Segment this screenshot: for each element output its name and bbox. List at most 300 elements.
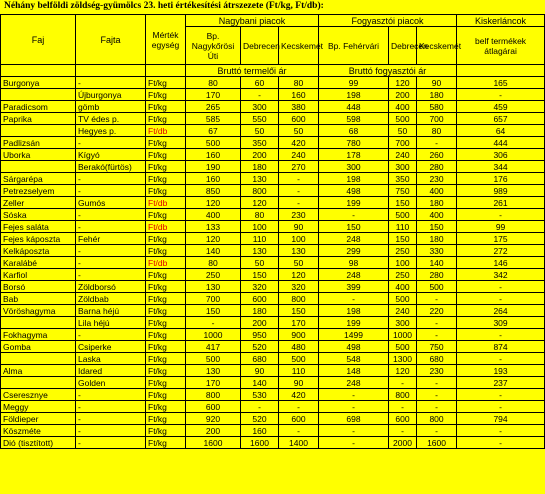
- cell-bp-feh: -: [319, 209, 389, 221]
- cell-kecs1: 1400: [279, 437, 319, 449]
- header-nagybani: Nagybani piacok: [186, 15, 319, 27]
- header-fajta: Fajta: [76, 15, 146, 65]
- cell-kecs2: 500: [417, 281, 457, 293]
- cell-fajta: Gumós: [76, 197, 146, 209]
- cell-bp-nagy: 265: [186, 101, 241, 113]
- cell-debr2: 120: [389, 365, 417, 377]
- cell-debr2: 50: [389, 125, 417, 137]
- cell-bp-nagy: 400: [186, 209, 241, 221]
- header-brutto-fogyasztoi: Bruttó fogyasztói ár: [319, 65, 457, 77]
- table-row: [1, 269, 545, 281]
- cell-debr2: 600: [389, 413, 417, 425]
- cell-faj: Karfiol: [1, 269, 76, 281]
- table-row: [1, 233, 545, 245]
- cell-debr2: 2000: [389, 437, 417, 449]
- cell-kecs2: 700: [417, 113, 457, 125]
- cell-faj: Bab: [1, 293, 76, 305]
- table-row: [1, 401, 545, 413]
- cell-debr2: 300: [389, 161, 417, 173]
- cell-bp-feh: 780: [319, 137, 389, 149]
- cell-bp-nagy: 130: [186, 365, 241, 377]
- table-row: [1, 161, 545, 173]
- cell-kisker: -: [457, 293, 545, 305]
- cell-kisker: -: [457, 329, 545, 341]
- cell-fajta: gömb: [76, 101, 146, 113]
- cell-debr1: 350: [241, 137, 279, 149]
- cell-faj: Meggy: [1, 401, 76, 413]
- cell-kisker: -: [457, 281, 545, 293]
- cell-faj: Alma: [1, 365, 76, 377]
- cell-debr1: 110: [241, 233, 279, 245]
- table-row: [1, 125, 545, 137]
- cell-kecs2: -: [417, 377, 457, 389]
- cell-debr2: 500: [389, 293, 417, 305]
- cell-bp-nagy: 850: [186, 185, 241, 197]
- header-fogyasztoi: Fogyasztói piacok: [319, 15, 457, 27]
- header-mertek: Mérték egység: [146, 15, 186, 65]
- cell-bp-nagy: 140: [186, 245, 241, 257]
- cell-kecs1: 160: [279, 89, 319, 101]
- cell-bp-feh: 199: [319, 317, 389, 329]
- cell-debr1: 200: [241, 149, 279, 161]
- table-row: [1, 293, 545, 305]
- cell-kecs1: 800: [279, 293, 319, 305]
- cell-faj: Petrezselyem: [1, 185, 76, 197]
- cell-fajta: -: [76, 401, 146, 413]
- header-kecskemet-2: Kecskemét: [417, 27, 457, 65]
- cell-kecs2: 230: [417, 365, 457, 377]
- cell-fajta: -: [76, 209, 146, 221]
- cell-bp-feh: 99: [319, 77, 389, 89]
- cell-bp-feh: -: [319, 425, 389, 437]
- cell-bp-feh: 98: [319, 257, 389, 269]
- cell-kisker: 272: [457, 245, 545, 257]
- cell-debr1: 800: [241, 185, 279, 197]
- cell-faj: Köszméte: [1, 425, 76, 437]
- cell-fajta: -: [76, 269, 146, 281]
- cell-fajta: Berakó(fürtös): [76, 161, 146, 173]
- cell-debr2: -: [389, 377, 417, 389]
- cell-unit: Ft/kg: [146, 209, 186, 221]
- table-row: [1, 341, 545, 353]
- cell-unit: Ft/kg: [146, 269, 186, 281]
- cell-faj: Fokhagyma: [1, 329, 76, 341]
- cell-bp-feh: 199: [319, 197, 389, 209]
- cell-kisker: 657: [457, 113, 545, 125]
- cell-debr1: 600: [241, 293, 279, 305]
- cell-kecs1: 90: [279, 377, 319, 389]
- cell-unit: Ft/kg: [146, 401, 186, 413]
- cell-kecs1: 150: [279, 305, 319, 317]
- cell-kisker: 989: [457, 185, 545, 197]
- cell-bp-nagy: 190: [186, 161, 241, 173]
- table-row: [1, 137, 545, 149]
- cell-debr2: 700: [389, 137, 417, 149]
- table-row: [1, 101, 545, 113]
- cell-kecs2: 400: [417, 209, 457, 221]
- cell-unit: Ft/kg: [146, 161, 186, 173]
- cell-kisker: 99: [457, 221, 545, 233]
- header-bp-fehervari: Bp. Fehérvári: [319, 27, 389, 65]
- table-row: [1, 221, 545, 233]
- page-title: Néhány belföldi zöldség-gyümölcs 23. heti értékesítési átrszezete (Ft/kg, Ft/db):: [4, 1, 324, 11]
- cell-kisker: 175: [457, 233, 545, 245]
- cell-bp-feh: 448: [319, 101, 389, 113]
- cell-kisker: -: [457, 353, 545, 365]
- cell-unit: Ft/kg: [146, 245, 186, 257]
- cell-fajta: -: [76, 257, 146, 269]
- table-row: [1, 389, 545, 401]
- cell-kecs2: 180: [417, 233, 457, 245]
- cell-fajta: Újburgonya: [76, 89, 146, 101]
- cell-kecs1: 600: [279, 113, 319, 125]
- cell-kecs2: 180: [417, 197, 457, 209]
- cell-kecs1: -: [279, 197, 319, 209]
- cell-debr2: -: [389, 401, 417, 413]
- cell-debr1: 180: [241, 305, 279, 317]
- table-row: [1, 329, 545, 341]
- cell-debr2: 150: [389, 233, 417, 245]
- cell-bp-nagy: 585: [186, 113, 241, 125]
- cell-bp-nagy: 150: [186, 305, 241, 317]
- header-bp-nagykorosi: Bp. Nagykőrösi Úti: [186, 27, 241, 65]
- cell-debr2: 400: [389, 281, 417, 293]
- cell-faj: Földieper: [1, 413, 76, 425]
- cell-bp-feh: 198: [319, 89, 389, 101]
- cell-bp-feh: 248: [319, 269, 389, 281]
- cell-fajta: Idared: [76, 365, 146, 377]
- cell-bp-nagy: 120: [186, 233, 241, 245]
- table-row: [1, 77, 545, 89]
- cell-bp-nagy: 800: [186, 389, 241, 401]
- cell-bp-feh: 498: [319, 341, 389, 353]
- header-brutto-termeloi: Bruttó termelői ár: [186, 65, 319, 77]
- cell-unit: Ft/kg: [146, 329, 186, 341]
- cell-bp-nagy: 500: [186, 137, 241, 149]
- cell-kisker: 264: [457, 305, 545, 317]
- cell-debr2: 110: [389, 221, 417, 233]
- cell-bp-feh: -: [319, 389, 389, 401]
- table-row: [1, 281, 545, 293]
- cell-debr2: 250: [389, 269, 417, 281]
- table-row: [1, 197, 545, 209]
- cell-kecs2: 750: [417, 341, 457, 353]
- cell-kisker: 874: [457, 341, 545, 353]
- cell-kecs2: -: [417, 329, 457, 341]
- cell-debr1: 120: [241, 197, 279, 209]
- cell-kecs1: -: [279, 401, 319, 413]
- cell-bp-feh: 299: [319, 245, 389, 257]
- cell-unit: Ft/kg: [146, 137, 186, 149]
- cell-fajta: -: [76, 245, 146, 257]
- cell-unit: Ft/kg: [146, 173, 186, 185]
- cell-fajta: -: [76, 329, 146, 341]
- cell-unit: Ft/kg: [146, 437, 186, 449]
- cell-bp-feh: 178: [319, 149, 389, 161]
- cell-kecs1: 270: [279, 161, 319, 173]
- cell-kecs1: 600: [279, 413, 319, 425]
- cell-debr1: 950: [241, 329, 279, 341]
- cell-faj: [1, 377, 76, 389]
- cell-unit: Ft/kg: [146, 101, 186, 113]
- cell-bp-nagy: 120: [186, 197, 241, 209]
- cell-kecs2: 1600: [417, 437, 457, 449]
- cell-debr1: 150: [241, 269, 279, 281]
- table-row: [1, 149, 545, 161]
- cell-kecs2: 90: [417, 77, 457, 89]
- cell-bp-nagy: 130: [186, 281, 241, 293]
- cell-kecs1: 240: [279, 149, 319, 161]
- cell-kecs2: 280: [417, 269, 457, 281]
- table-row: [1, 413, 545, 425]
- cell-debr2: 400: [389, 101, 417, 113]
- cell-fajta: Barna héjú: [76, 305, 146, 317]
- cell-debr1: 550: [241, 113, 279, 125]
- cell-kecs2: 280: [417, 161, 457, 173]
- cell-fajta: -: [76, 173, 146, 185]
- cell-kecs2: 220: [417, 305, 457, 317]
- table-row: [1, 317, 545, 329]
- cell-debr1: 520: [241, 413, 279, 425]
- cell-unit: Ft/kg: [146, 113, 186, 125]
- cell-unit: Ft/kg: [146, 389, 186, 401]
- cell-faj: Gomba: [1, 341, 76, 353]
- cell-faj: Fejes saláta: [1, 221, 76, 233]
- cell-debr1: 180: [241, 161, 279, 173]
- cell-fajta: TV édes p.: [76, 113, 146, 125]
- cell-kecs1: 170: [279, 317, 319, 329]
- cell-kecs2: -: [417, 389, 457, 401]
- table-row: [1, 365, 545, 377]
- cell-kecs2: -: [417, 401, 457, 413]
- cell-debr2: 500: [389, 341, 417, 353]
- cell-faj: Cseresznye: [1, 389, 76, 401]
- cell-kecs1: 320: [279, 281, 319, 293]
- cell-kecs2: 180: [417, 89, 457, 101]
- cell-bp-nagy: 1600: [186, 437, 241, 449]
- cell-bp-nagy: 80: [186, 77, 241, 89]
- cell-unit: Ft/kg: [146, 77, 186, 89]
- cell-bp-nagy: 250: [186, 269, 241, 281]
- cell-faj: Paprika: [1, 113, 76, 125]
- cell-debr1: 80: [241, 209, 279, 221]
- cell-faj: [1, 353, 76, 365]
- cell-fajta: Hegyes p.: [76, 125, 146, 137]
- cell-bp-feh: 300: [319, 161, 389, 173]
- cell-bp-nagy: 1000: [186, 329, 241, 341]
- cell-fajta: -: [76, 425, 146, 437]
- cell-kecs1: 110: [279, 365, 319, 377]
- header-debrecen-1: Debrecen: [241, 27, 279, 65]
- cell-kecs2: -: [417, 137, 457, 149]
- cell-bp-nagy: -: [186, 317, 241, 329]
- cell-kisker: 444: [457, 137, 545, 149]
- cell-faj: Sóska: [1, 209, 76, 221]
- table-row: [1, 257, 545, 269]
- cell-kecs2: 150: [417, 221, 457, 233]
- cell-bp-feh: 598: [319, 113, 389, 125]
- cell-debr2: 240: [389, 305, 417, 317]
- cell-kecs1: 900: [279, 329, 319, 341]
- cell-faj: Karalábé: [1, 257, 76, 269]
- cell-kecs2: 80: [417, 125, 457, 137]
- cell-unit: Ft/kg: [146, 377, 186, 389]
- cell-kecs1: 420: [279, 389, 319, 401]
- cell-fajta: -: [76, 221, 146, 233]
- cell-kisker: 344: [457, 161, 545, 173]
- price-table: [0, 14, 545, 449]
- cell-debr2: 100: [389, 257, 417, 269]
- cell-debr2: 500: [389, 209, 417, 221]
- cell-debr2: 1300: [389, 353, 417, 365]
- cell-faj: Zeller: [1, 197, 76, 209]
- cell-debr2: 150: [389, 197, 417, 209]
- cell-faj: Sárgarépa: [1, 173, 76, 185]
- header-debrecen-2: Debrecen: [389, 27, 417, 65]
- cell-bp-feh: -: [319, 293, 389, 305]
- cell-faj: Fejes káposzta: [1, 233, 76, 245]
- cell-kisker: -: [457, 425, 545, 437]
- cell-unit: Ft/kg: [146, 413, 186, 425]
- cell-debr1: 680: [241, 353, 279, 365]
- cell-kisker: 176: [457, 173, 545, 185]
- cell-debr1: 60: [241, 77, 279, 89]
- cell-unit: Ft/kg: [146, 281, 186, 293]
- table-row: [1, 173, 545, 185]
- cell-kecs1: 380: [279, 101, 319, 113]
- cell-faj: [1, 125, 76, 137]
- header-kisker: Kiskerláncok: [457, 15, 545, 27]
- cell-fajta: Zöldborsó: [76, 281, 146, 293]
- cell-faj: [1, 317, 76, 329]
- cell-bp-feh: 148: [319, 365, 389, 377]
- cell-fajta: Kígyó: [76, 149, 146, 161]
- cell-kisker: 309: [457, 317, 545, 329]
- cell-kisker: 237: [457, 377, 545, 389]
- cell-kecs2: -: [417, 317, 457, 329]
- cell-kecs2: 140: [417, 257, 457, 269]
- cell-debr2: 200: [389, 89, 417, 101]
- cell-kisker: -: [457, 389, 545, 401]
- cell-bp-nagy: 160: [186, 173, 241, 185]
- cell-debr1: 130: [241, 245, 279, 257]
- cell-bp-feh: 68: [319, 125, 389, 137]
- cell-fajta: Lila héjú: [76, 317, 146, 329]
- cell-kecs2: -: [417, 293, 457, 305]
- cell-faj: Borsó: [1, 281, 76, 293]
- cell-unit: Ft/kg: [146, 365, 186, 377]
- cell-bp-feh: 399: [319, 281, 389, 293]
- cell-unit: Ft/kg: [146, 341, 186, 353]
- cell-kisker: 64: [457, 125, 545, 137]
- cell-kisker: 146: [457, 257, 545, 269]
- cell-bp-feh: -: [319, 401, 389, 413]
- cell-kisker: 342: [457, 269, 545, 281]
- cell-faj: [1, 89, 76, 101]
- cell-debr1: 520: [241, 341, 279, 353]
- cell-kecs1: 480: [279, 341, 319, 353]
- cell-debr1: 50: [241, 257, 279, 269]
- cell-kecs1: 50: [279, 125, 319, 137]
- cell-kecs2: 260: [417, 149, 457, 161]
- cell-kecs1: -: [279, 173, 319, 185]
- cell-bp-nagy: 67: [186, 125, 241, 137]
- cell-kecs1: 50: [279, 257, 319, 269]
- cell-bp-feh: 548: [319, 353, 389, 365]
- cell-debr2: -: [389, 425, 417, 437]
- cell-faj: Vöröshagyma: [1, 305, 76, 317]
- cell-bp-nagy: 160: [186, 149, 241, 161]
- cell-kisker: 261: [457, 197, 545, 209]
- cell-unit: Ft/kg: [146, 425, 186, 437]
- cell-unit: Ft/db: [146, 257, 186, 269]
- cell-debr2: 750: [389, 185, 417, 197]
- cell-bp-nagy: 920: [186, 413, 241, 425]
- table-row: [1, 425, 545, 437]
- table-row: [1, 377, 545, 389]
- cell-fajta: Golden: [76, 377, 146, 389]
- cell-kecs1: 230: [279, 209, 319, 221]
- cell-bp-feh: 1499: [319, 329, 389, 341]
- cell-fajta: Csiperke: [76, 341, 146, 353]
- cell-unit: Ft/db: [146, 125, 186, 137]
- table-row: [1, 353, 545, 365]
- cell-kecs1: 90: [279, 221, 319, 233]
- cell-debr2: 500: [389, 113, 417, 125]
- cell-kecs1: 80: [279, 77, 319, 89]
- cell-bp-nagy: 600: [186, 401, 241, 413]
- cell-faj: Kelkáposzta: [1, 245, 76, 257]
- cell-bp-feh: 198: [319, 305, 389, 317]
- cell-unit: Ft/db: [146, 197, 186, 209]
- cell-debr1: 1600: [241, 437, 279, 449]
- cell-kisker: -: [457, 437, 545, 449]
- cell-kisker: -: [457, 89, 545, 101]
- cell-fajta: Laska: [76, 353, 146, 365]
- cell-debr2: 240: [389, 149, 417, 161]
- cell-bp-nagy: 170: [186, 89, 241, 101]
- cell-unit: Ft/kg: [146, 185, 186, 197]
- table-row: [1, 305, 545, 317]
- cell-fajta: Fehér: [76, 233, 146, 245]
- header-kecskemet-1: Kecskemét: [279, 27, 319, 65]
- cell-kecs1: 120: [279, 269, 319, 281]
- cell-debr1: 200: [241, 317, 279, 329]
- cell-bp-feh: 248: [319, 233, 389, 245]
- cell-kecs2: 800: [417, 413, 457, 425]
- table-row: [1, 113, 545, 125]
- cell-kecs1: 100: [279, 233, 319, 245]
- cell-bp-feh: 498: [319, 185, 389, 197]
- cell-unit: Ft/kg: [146, 317, 186, 329]
- cell-kecs2: 680: [417, 353, 457, 365]
- cell-debr2: 1000: [389, 329, 417, 341]
- cell-debr1: 320: [241, 281, 279, 293]
- cell-debr1: 50: [241, 125, 279, 137]
- cell-fajta: -: [76, 413, 146, 425]
- cell-bp-nagy: 200: [186, 425, 241, 437]
- table-row: [1, 89, 545, 101]
- cell-unit: Ft/db: [146, 221, 186, 233]
- cell-unit: Ft/kg: [146, 353, 186, 365]
- cell-debr1: 530: [241, 389, 279, 401]
- cell-fajta: -: [76, 437, 146, 449]
- cell-debr1: -: [241, 401, 279, 413]
- cell-bp-nagy: 133: [186, 221, 241, 233]
- cell-unit: Ft/kg: [146, 233, 186, 245]
- cell-debr1: 140: [241, 377, 279, 389]
- cell-unit: Ft/kg: [146, 305, 186, 317]
